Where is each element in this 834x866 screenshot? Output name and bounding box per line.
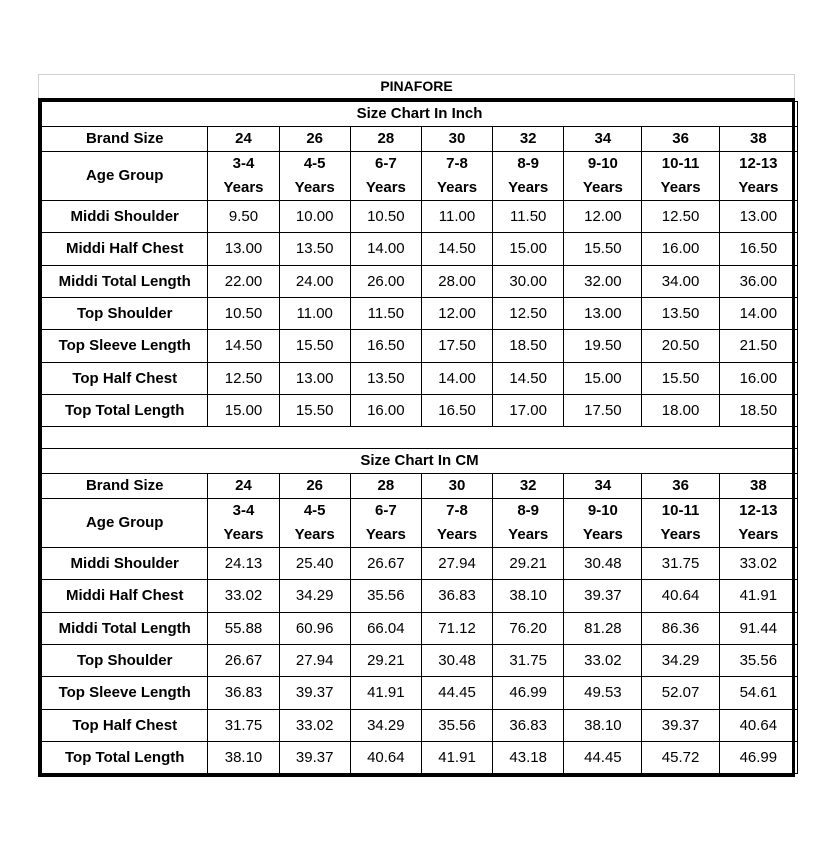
- brand-size-cell: 36: [642, 474, 719, 499]
- measurement-row: [42, 266, 798, 298]
- age-unit: Years: [660, 526, 701, 543]
- measurement-value: 36.83: [421, 580, 492, 613]
- measurement-value: 16.00: [642, 233, 719, 266]
- age-group-cell: [279, 499, 350, 548]
- measurement-value: 40.64: [642, 580, 719, 613]
- brand-size-row: [42, 127, 798, 152]
- age-group-cell: [279, 152, 350, 201]
- age-group-row: [42, 152, 798, 201]
- measurement-value: 17.50: [564, 395, 642, 427]
- measurement-value: 12.50: [642, 201, 719, 233]
- measurement-value: 31.75: [493, 645, 564, 677]
- measurement-value: 39.37: [279, 677, 350, 710]
- measurement-value: 15.50: [642, 363, 719, 395]
- measurement-value: 33.02: [208, 580, 279, 613]
- measurement-value: 44.45: [421, 677, 492, 710]
- age-unit: Years: [365, 179, 406, 196]
- measurement-value: 11.50: [493, 201, 564, 233]
- brand-size-cell: 32: [493, 474, 564, 499]
- measurement-value: 16.50: [719, 233, 797, 266]
- measurement-value: 14.00: [719, 298, 797, 330]
- brand-size-cell: 24: [208, 474, 279, 499]
- age-range: 8-9: [517, 155, 540, 172]
- measurement-value: 40.64: [350, 742, 421, 774]
- measurement-row: [42, 613, 798, 645]
- age-unit: Years: [437, 179, 478, 196]
- measurement-value: 12.50: [208, 363, 279, 395]
- age-unit: Years: [294, 526, 335, 543]
- measurement-value: 40.64: [719, 710, 797, 742]
- age-group-label: Age Group: [42, 499, 208, 548]
- measurement-value: 13.50: [642, 298, 719, 330]
- measurement-value: 26.67: [208, 645, 279, 677]
- age-range: 3-4: [232, 155, 255, 172]
- brand-size-cell: 34: [564, 474, 642, 499]
- measurement-value: 13.50: [350, 363, 421, 395]
- measurement-value: 24.13: [208, 548, 279, 580]
- measurement-value: 60.96: [279, 613, 350, 645]
- measurement-value: 15.50: [279, 395, 350, 427]
- measurement-value: 13.00: [719, 201, 797, 233]
- measurement-value: 43.18: [493, 742, 564, 774]
- measurement-label: Top Sleeve Length: [42, 677, 208, 710]
- measurement-value: 15.50: [279, 330, 350, 363]
- measurement-value: 26.67: [350, 548, 421, 580]
- age-unit: Years: [508, 526, 549, 543]
- measurement-value: 11.00: [421, 201, 492, 233]
- age-range: 7-8: [446, 155, 468, 172]
- measurement-value: 35.56: [350, 580, 421, 613]
- age-unit: Years: [738, 526, 779, 543]
- measurement-row: [42, 742, 798, 774]
- age-group-cell: [564, 499, 642, 548]
- measurement-value: 14.50: [493, 363, 564, 395]
- measurement-value: 30.48: [564, 548, 642, 580]
- measurement-value: 36.83: [208, 677, 279, 710]
- age-range: 12-13: [739, 155, 778, 172]
- age-unit: Years: [660, 179, 701, 196]
- measurement-row: [42, 548, 798, 580]
- measurement-value: 54.61: [719, 677, 797, 710]
- age-range: 6-7: [375, 155, 397, 172]
- measurement-value: 34.29: [642, 645, 719, 677]
- measurement-value: 15.00: [208, 395, 279, 427]
- age-range: 7-8: [446, 502, 468, 519]
- age-group-cell: [642, 152, 719, 201]
- age-range: 10-11: [661, 502, 700, 519]
- measurement-row: [42, 395, 798, 427]
- measurement-value: 41.91: [421, 742, 492, 774]
- measurement-value: 86.36: [642, 613, 719, 645]
- age-range: 4-5: [303, 502, 326, 519]
- measurement-value: 18.50: [493, 330, 564, 363]
- age-group-cell: [564, 152, 642, 201]
- measurement-value: 34.00: [642, 266, 719, 298]
- measurement-value: 39.37: [642, 710, 719, 742]
- measurement-row: [42, 298, 798, 330]
- measurement-value: 39.37: [279, 742, 350, 774]
- measurement-value: 13.50: [279, 233, 350, 266]
- measurement-value: 10.50: [350, 201, 421, 233]
- age-group-cell: [719, 499, 797, 548]
- brand-size-cell: 26: [279, 127, 350, 152]
- measurement-value: 15.00: [493, 233, 564, 266]
- section-heading-row: [42, 449, 798, 474]
- measurement-row: [42, 645, 798, 677]
- age-range: 12-13: [739, 502, 778, 519]
- measurement-value: 15.50: [564, 233, 642, 266]
- measurement-value: 38.10: [208, 742, 279, 774]
- brand-size-cell: 34: [564, 127, 642, 152]
- brand-size-label: Brand Size: [42, 474, 208, 499]
- measurement-label: Middi Shoulder: [42, 201, 208, 233]
- measurement-row: [42, 677, 798, 710]
- age-unit: Years: [294, 179, 335, 196]
- age-group-cell: [208, 152, 279, 201]
- brand-size-cell: 38: [719, 127, 797, 152]
- measurement-value: 45.72: [642, 742, 719, 774]
- brand-size-label: Brand Size: [42, 127, 208, 152]
- section-heading: Size Chart In CM: [42, 449, 798, 474]
- measurement-value: 13.00: [564, 298, 642, 330]
- measurement-value: 36.00: [719, 266, 797, 298]
- measurement-value: 11.50: [350, 298, 421, 330]
- section-heading-row: [42, 102, 798, 127]
- measurement-value: 22.00: [208, 266, 279, 298]
- measurement-value: 52.07: [642, 677, 719, 710]
- measurement-value: 29.21: [350, 645, 421, 677]
- age-unit: Years: [582, 526, 623, 543]
- measurement-value: 14.50: [208, 330, 279, 363]
- measurement-value: 66.04: [350, 613, 421, 645]
- measurement-value: 28.00: [421, 266, 492, 298]
- measurement-value: 10.50: [208, 298, 279, 330]
- measurement-label: Middi Shoulder: [42, 548, 208, 580]
- age-unit: Years: [365, 526, 406, 543]
- measurement-value: 33.02: [564, 645, 642, 677]
- measurement-value: 19.50: [564, 330, 642, 363]
- spacer-cell: [42, 427, 798, 449]
- size-chart-document: [38, 74, 795, 777]
- measurement-row: [42, 580, 798, 613]
- measurement-label: Middi Total Length: [42, 613, 208, 645]
- age-range: 8-9: [517, 502, 540, 519]
- measurement-value: 9.50: [208, 201, 279, 233]
- measurement-value: 13.00: [279, 363, 350, 395]
- measurement-value: 16.50: [350, 330, 421, 363]
- measurement-label: Top Shoulder: [42, 645, 208, 677]
- age-group-cell: [350, 499, 421, 548]
- age-group-cell: [421, 152, 492, 201]
- measurement-label: Middi Half Chest: [42, 580, 208, 613]
- age-group-cell: [350, 152, 421, 201]
- measurement-value: 39.37: [564, 580, 642, 613]
- measurement-value: 12.00: [421, 298, 492, 330]
- age-unit: Years: [738, 179, 779, 196]
- chart-frame: [38, 98, 795, 777]
- measurement-value: 16.00: [350, 395, 421, 427]
- measurement-value: 30.00: [493, 266, 564, 298]
- measurement-value: 55.88: [208, 613, 279, 645]
- measurement-value: 29.21: [493, 548, 564, 580]
- measurement-label: Top Sleeve Length: [42, 330, 208, 363]
- brand-size-cell: 32: [493, 127, 564, 152]
- brand-size-cell: 36: [642, 127, 719, 152]
- measurement-value: 15.00: [564, 363, 642, 395]
- measurement-value: 17.50: [421, 330, 492, 363]
- measurement-value: 46.99: [719, 742, 797, 774]
- measurement-value: 32.00: [564, 266, 642, 298]
- measurement-value: 25.40: [279, 548, 350, 580]
- age-group-cell: [421, 499, 492, 548]
- measurement-value: 38.10: [493, 580, 564, 613]
- measurement-row: [42, 201, 798, 233]
- measurement-value: 14.50: [421, 233, 492, 266]
- measurement-value: 16.00: [719, 363, 797, 395]
- measurement-value: 31.75: [642, 548, 719, 580]
- measurement-value: 24.00: [279, 266, 350, 298]
- measurement-label: Top Half Chest: [42, 710, 208, 742]
- measurement-value: 14.00: [350, 233, 421, 266]
- measurement-value: 41.91: [350, 677, 421, 710]
- measurement-row: [42, 233, 798, 266]
- measurement-value: 17.00: [493, 395, 564, 427]
- measurement-value: 81.28: [564, 613, 642, 645]
- measurement-label: Middi Total Length: [42, 266, 208, 298]
- brand-size-cell: 26: [279, 474, 350, 499]
- measurement-value: 46.99: [493, 677, 564, 710]
- age-group-cell: [208, 499, 279, 548]
- measurement-value: 76.20: [493, 613, 564, 645]
- measurement-value: 36.83: [493, 710, 564, 742]
- measurement-value: 31.75: [208, 710, 279, 742]
- age-unit: Years: [223, 179, 264, 196]
- age-unit: Years: [508, 179, 549, 196]
- section-spacer: [42, 427, 798, 449]
- measurement-value: 18.50: [719, 395, 797, 427]
- measurement-value: 26.00: [350, 266, 421, 298]
- measurement-label: Top Shoulder: [42, 298, 208, 330]
- measurement-value: 41.91: [719, 580, 797, 613]
- age-unit: Years: [582, 179, 623, 196]
- measurement-value: 11.00: [279, 298, 350, 330]
- size-chart-table: [41, 101, 798, 774]
- brand-size-cell: 38: [719, 474, 797, 499]
- brand-size-cell: 24: [208, 127, 279, 152]
- measurement-value: 35.56: [421, 710, 492, 742]
- measurement-row: [42, 363, 798, 395]
- measurement-value: 20.50: [642, 330, 719, 363]
- measurement-value: 33.02: [719, 548, 797, 580]
- measurement-value: 18.00: [642, 395, 719, 427]
- measurement-value: 12.00: [564, 201, 642, 233]
- measurement-label: Middi Half Chest: [42, 233, 208, 266]
- age-range: 9-10: [587, 155, 618, 172]
- measurement-value: 38.10: [564, 710, 642, 742]
- age-unit: Years: [223, 526, 264, 543]
- age-group-row: [42, 499, 798, 548]
- age-group-cell: [719, 152, 797, 201]
- age-range: 4-5: [303, 155, 326, 172]
- measurement-row: [42, 330, 798, 363]
- measurement-value: 33.02: [279, 710, 350, 742]
- chart-title: PINAFORE: [38, 74, 795, 98]
- age-range: 9-10: [587, 502, 618, 519]
- section-heading: Size Chart In Inch: [42, 102, 798, 127]
- measurement-value: 44.45: [564, 742, 642, 774]
- measurement-value: 27.94: [279, 645, 350, 677]
- age-range: 3-4: [232, 502, 255, 519]
- measurement-value: 13.00: [208, 233, 279, 266]
- age-range: 10-11: [661, 155, 700, 172]
- measurement-value: 12.50: [493, 298, 564, 330]
- age-group-cell: [642, 499, 719, 548]
- measurement-value: 14.00: [421, 363, 492, 395]
- brand-size-cell: 28: [350, 474, 421, 499]
- measurement-label: Top Half Chest: [42, 363, 208, 395]
- measurement-value: 71.12: [421, 613, 492, 645]
- age-group-label: Age Group: [42, 152, 208, 201]
- measurement-value: 27.94: [421, 548, 492, 580]
- measurement-value: 35.56: [719, 645, 797, 677]
- measurement-value: 34.29: [279, 580, 350, 613]
- brand-size-cell: 30: [421, 127, 492, 152]
- measurement-value: 49.53: [564, 677, 642, 710]
- age-unit: Years: [437, 526, 478, 543]
- measurement-value: 30.48: [421, 645, 492, 677]
- brand-size-cell: 30: [421, 474, 492, 499]
- brand-size-cell: 28: [350, 127, 421, 152]
- age-group-cell: [493, 152, 564, 201]
- measurement-value: 10.00: [279, 201, 350, 233]
- measurement-value: 16.50: [421, 395, 492, 427]
- measurement-label: Top Total Length: [42, 742, 208, 774]
- age-range: 6-7: [375, 502, 397, 519]
- measurement-row: [42, 710, 798, 742]
- measurement-value: 34.29: [350, 710, 421, 742]
- age-group-cell: [493, 499, 564, 548]
- brand-size-row: [42, 474, 798, 499]
- measurement-value: 21.50: [719, 330, 797, 363]
- measurement-value: 91.44: [719, 613, 797, 645]
- measurement-label: Top Total Length: [42, 395, 208, 427]
